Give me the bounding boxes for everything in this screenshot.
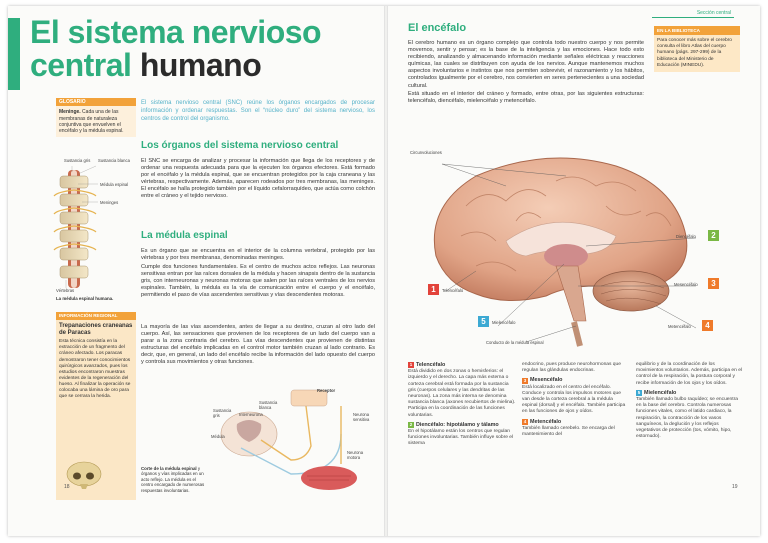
part-head-diencefalo xyxy=(408,422,516,428)
label-sustancia-gris: Sustancia gris xyxy=(64,158,91,163)
page-number-left: 18 xyxy=(64,484,70,490)
label-metencefalo: Metencéfalo xyxy=(668,324,691,329)
spine-illustration xyxy=(52,156,138,296)
marker-1: 1 xyxy=(428,284,439,295)
library-head: EN LA BIBLIOTECA xyxy=(657,28,700,33)
label-conducto: Conducto de la médula espinal xyxy=(486,340,544,345)
marker-5: 5 xyxy=(478,316,489,327)
part-marker-2: 2 xyxy=(409,421,413,427)
title-line-1: El sistema nervioso xyxy=(30,14,322,50)
marker-3: 3 xyxy=(708,278,719,289)
label-meninges: Meninges xyxy=(100,200,119,205)
info-box-title: Trepanaciones craneanas de Paracas xyxy=(59,323,133,337)
encefalo-paragraph-2: Está situado en el interior del cráneo y formado, entre otras, por las siguientes estructuras: telencéfalo, diencéfalo, mielencéfalo y metencéfalo. xyxy=(408,90,644,104)
paragraph-organs: El SNC se encarga de analizar y procesar la información que llega de los receptores y de ordenar una respuesta adecuada para que la ejecuten los órganos efectores. Está formado por el encéfalo y la médula espinal, que se encuentran protegidos por la caja craneana y las vértebras, respectivamente. Además, aparecen rodeados por tres membranas, las meninges. El encéfalo se halla protegido también por el líquido cefalorraquídeo, que actúa como colchón entre el cráneo y el tejido nervioso. xyxy=(141,158,375,200)
label-receptor: Receptor xyxy=(317,388,336,393)
info-box xyxy=(56,312,136,500)
paragraph-spinal-1: Es un órgano que se encuentra en el interior de la columna vertebral, protegido por las vértebras y por tres membranas, denominadas meninges. xyxy=(141,248,375,262)
info-box-text: Esta técnica consistía en la extracción de un fragmento del cráneo afectado. Los paracas demostraron tener conocimientos quirúrgicos avanzados, pues los estudios encontraron muestras evidentes de la regeneración del hueso. Al finalizar la operación se colocaba una lámina de oro para que se cerrara la herida. xyxy=(59,339,131,400)
glossary-head: GLOSARIO xyxy=(56,98,136,106)
marker-4: 4 xyxy=(702,320,713,331)
part-head-mielencefalo xyxy=(636,390,742,396)
part-marker-1: 1 xyxy=(409,362,413,368)
page-number-right: 19 xyxy=(732,484,738,490)
label-neurona-sensitiva: Neurona sensitiva xyxy=(353,412,370,422)
intro-paragraph: El sistema nervioso central (SNC) reúne los órganos encargados de procesar información y ordenar respuestas. Son el “núcleo duro” del sistema nervioso, los centros de control del organismo. xyxy=(141,100,375,122)
brain-figure xyxy=(406,146,726,352)
marker-2: 2 xyxy=(708,230,719,241)
page-title xyxy=(30,16,321,82)
heading-organs: Los órganos del sistema nervioso central xyxy=(141,140,339,151)
glossary-text: Cada una de las membranas de naturaleza conjuntiva que envuelven el encéfalo y la médula espinal. xyxy=(59,109,124,135)
glossary-term: Meninge. xyxy=(59,109,81,116)
label-sustancia-blanca: Sustancia blanca xyxy=(98,158,130,163)
paragraph-spinal-2: Cumple dos funciones fundamentales. Es el centro de muchos actos reflejos. Las neuronas sensitivas entran por las raíces dorsales de la médula y hacen sinapsis dentro de la sustancia gris, con interneuronas y neuronas motoras que salen por las raíces ventrales de los nervios espinales. También, la médula es la vía de comunicación entre el cuerpo y el encéfalo, permitiendo el paso de vías ascendentes sensitivas y vías descendentes motoras. xyxy=(141,264,375,299)
info-box-body xyxy=(56,320,136,500)
label-medula-espinal: Médula espinal xyxy=(100,182,129,187)
label-telencefalo: Telencéfalo xyxy=(442,288,464,293)
info-box-head: INFORMACIÓN REGIONAL xyxy=(56,312,136,320)
part-marker-4: 4 xyxy=(523,418,527,424)
part-telencefalo-title: Telencéfalo xyxy=(416,362,446,368)
right-page xyxy=(388,6,760,536)
part-diencefalo-text-cont: endocrino, pues produce neurohormonas que regulan las glándulas endocrinas. xyxy=(522,362,621,374)
part-mesencefalo-title: Mesencéfalo xyxy=(530,377,563,384)
reflex-figure xyxy=(141,386,377,496)
part-mielencefalo-text: También llamado bulbo raquídeo; se encuentra en la base del cerebro. Controla numerosas funciones vitales, como el latido cardiaco, la respiración, la contracción de los vasos sanguíneos, la deglución y los reflejos vegetativos de protección (tos, vómito, hipo, estornudo). xyxy=(636,397,738,440)
part-metencefalo-title: Metencéfalo xyxy=(530,418,562,425)
part-diencefalo-text: En el hipotálamo están los centros que regulan funciones involuntarias. También influye sobre el sistema xyxy=(408,429,514,447)
parts-column-2 xyxy=(522,362,626,438)
left-page xyxy=(8,6,384,536)
part-head-telencefalo xyxy=(408,362,516,368)
part-head-metencefalo xyxy=(522,419,626,425)
part-mielencefalo-title: Mielencéfalo xyxy=(644,389,677,396)
brain-illustration xyxy=(406,146,726,352)
title-tab xyxy=(8,18,20,90)
glossary-body xyxy=(56,106,136,137)
reflex-caption-text: y órganos y vías implicadas en un acto reflejo. La médula es el centro encargado de numerosas respuestas involuntarias. xyxy=(141,466,205,493)
part-marker-3: 3 xyxy=(523,377,527,383)
title-line-2a: central xyxy=(30,47,140,83)
glossary-box xyxy=(56,98,136,137)
reflex-caption xyxy=(141,466,209,493)
encefalo-text xyxy=(408,40,644,105)
spine-caption: La médula espinal humana. xyxy=(56,296,114,301)
library-box xyxy=(654,26,740,72)
spine-figure xyxy=(52,156,138,306)
label-sustancia-blanca-2: Sustancia blanca xyxy=(259,400,278,410)
label-neurona-motora: Neurona motora xyxy=(347,450,364,460)
part-mesencefalo-text: Está localizado en el centro del encéfalo. Conduce y controla los impulsos motores que van desde la corteza cerebral a la médula espinal (dorsal) y el encéfalo. También participa en las funciones de ojos y oídos. xyxy=(522,384,626,415)
label-medula: Médula xyxy=(211,434,225,439)
label-vertebras: Vértebras xyxy=(56,288,75,293)
encefalo-paragraph-1: El cerebro humano es un órgano complejo que controla todo nuestro cuerpo y nos permite movernos, sentir y pensar; es la base de la inteligencia y las emociones. Hace todo esto recibiendo, analizando y almacenando información mediante señales eléctricas y reacciones químicas, las cuales se distribuyen con ayuda de los nervios. Aunque mantenemos muchos aspectos involuntarios e instintos que nos permiten sobrevivir, el razonamiento y los hábitos, controlados igualmente por el cerebro, nos convierten en seres pertenecientes a una sociedad cultural. xyxy=(408,40,644,89)
label-mesencefalo: Mesencéfalo xyxy=(674,282,698,287)
part-telencefalo-text: Está dividido en dos zonas o hemisferios: el izquierdo y el derecho. La capa más externa o corteza cerebral está formada por la sustancia gris (cuerpos celulares y las dendritas de las neuronas). La zona más interna se denomina sustancia blanca (axones recubiertos de mielina). Participa en la coordinación de las funciones voluntarias. xyxy=(408,369,516,418)
library-text: Para conocer más sobre el cerebro consulta el libro Atlas del cuerpo humano (págs. 297-299) de la biblioteca del Ministerio de Educación (MINEDU). xyxy=(654,35,740,72)
part-head-mesencefalo xyxy=(522,377,626,383)
label-circunvoluciones: Circunvoluciones xyxy=(410,150,442,155)
heading-encefalo: El encéfalo xyxy=(408,22,467,34)
heading-spinal: La médula espinal xyxy=(141,230,228,241)
label-sustancia-gris-2: Sustancia gris xyxy=(213,408,232,418)
section-label: Sección central xyxy=(652,8,734,18)
parts-column-3 xyxy=(636,362,742,440)
title-line-2b: humano xyxy=(139,47,262,83)
skull-image xyxy=(64,460,104,490)
reflex-caption-bold: Corte de la médula espinal xyxy=(141,466,197,471)
part-metencefalo-text-cont: equilibrio y de la coordinación de los movimientos voluntarios. Además, participa en el control de la respiración, la postura corporal y recibe información de los ojos y los oídos. xyxy=(636,362,743,386)
book-spread xyxy=(8,6,760,536)
label-diencefalo: Diencéfalo xyxy=(676,234,696,239)
paragraph-spinal-3: La mayoría de las vías ascendentes, antes de llegar a su destino, cruzan al otro lado del cuerpo. Así, las sensaciones que provienen de los receptores de un lado del cuerpo van a parar a la zona contraria del cerebro. Las vías descendentes que provienen de distintas estructuras del encéfalo implicadas en el control motor también cruzan al lado contrario. Es decir, que, en general, un lado del encéfalo recibe la información del lado opuesto del cuerpo y controla sus movimientos y otras funciones. xyxy=(141,324,375,366)
parts-column-1 xyxy=(408,362,516,448)
part-metencefalo-text: También llamado cerebelo. Se encarga del mantenimiento del xyxy=(522,425,615,438)
part-diencefalo-title: Diencéfalo: hipotálamo y tálamo xyxy=(416,421,499,428)
part-marker-5: 5 xyxy=(637,389,641,395)
label-mielencefalo: Mielencéfalo xyxy=(492,320,516,325)
label-interneurona: Interneurona xyxy=(239,412,263,417)
